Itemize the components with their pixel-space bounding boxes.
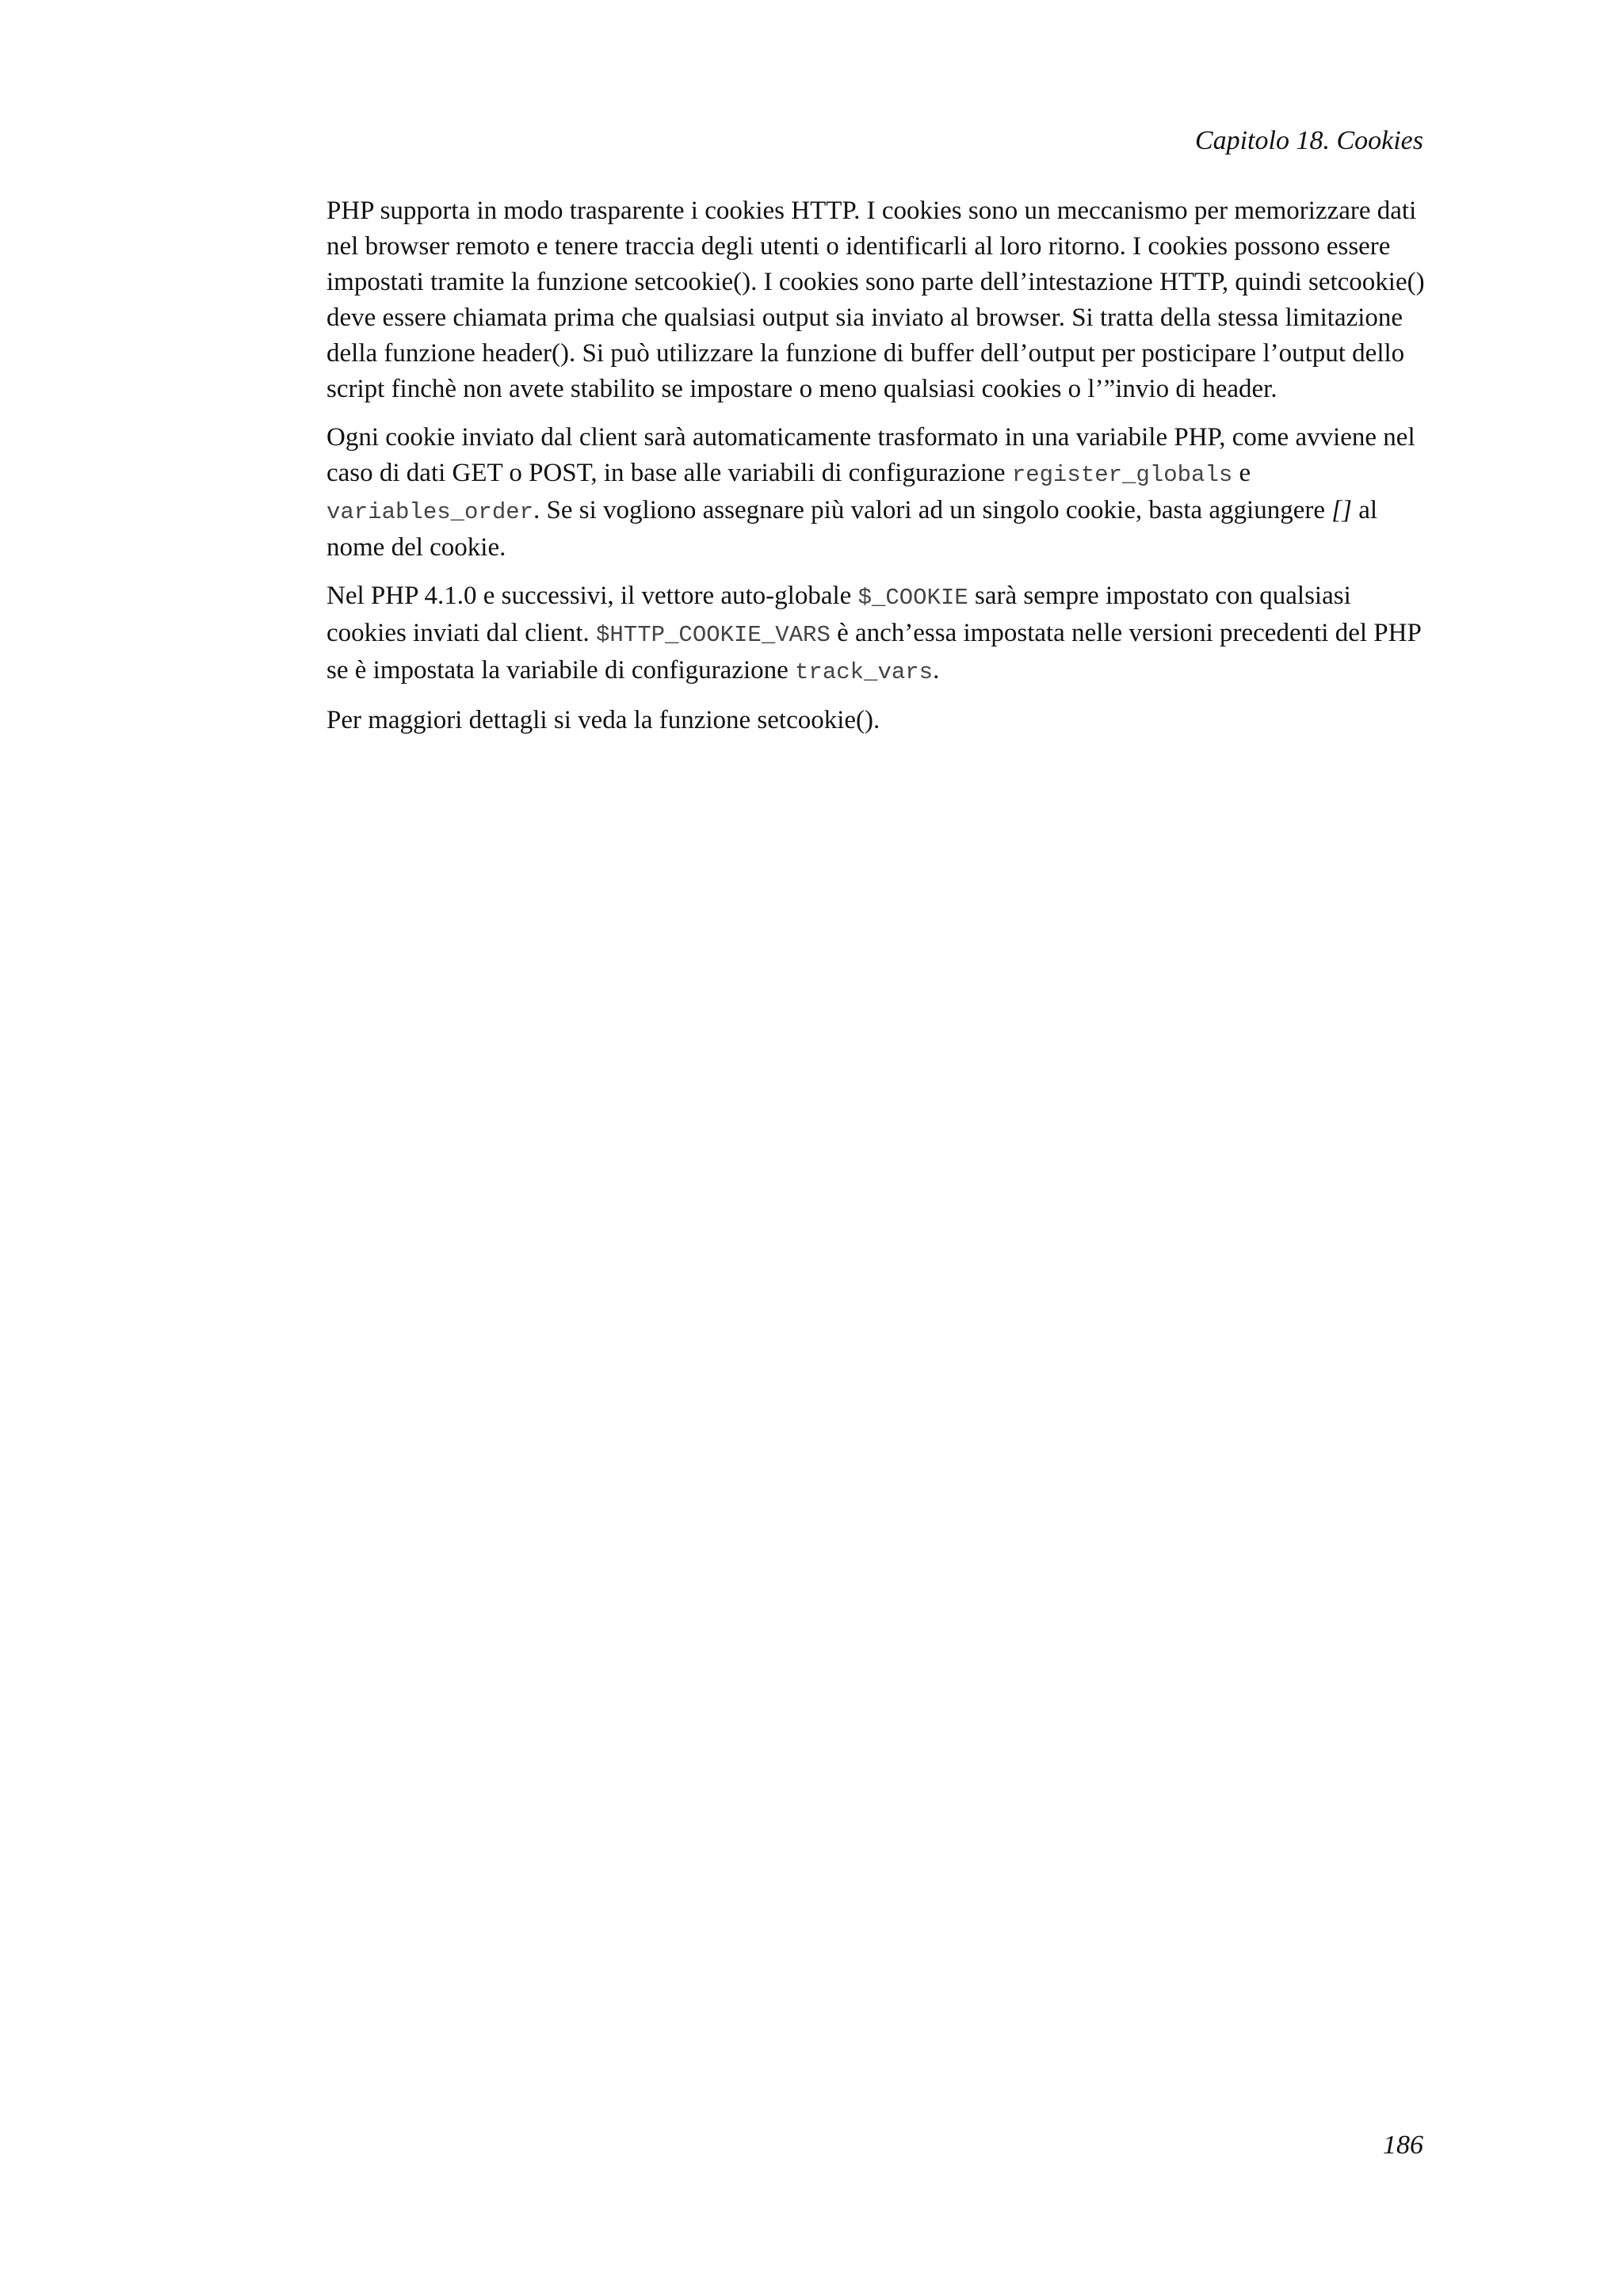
chapter-body: [327, 193, 1430, 751]
paragraph-cookie-variables: [327, 420, 1430, 566]
paragraph-cookie-superglobal: [327, 578, 1430, 690]
code-http-cookie-vars: $HTTP_COOKIE_VARS: [596, 622, 831, 648]
text-run: Nel PHP 4.1.0 e successivi, il vettore auto-globale: [327, 582, 858, 610]
text-run: al nome del cookie.: [327, 496, 1378, 562]
code-variables-order: variables_order: [327, 499, 534, 525]
text-run: è anch’essa impostata nelle versioni precedenti del PHP se è impostata la variabile di configurazione: [327, 619, 1421, 685]
running-header: Capitolo 18. Cookies: [1194, 126, 1423, 155]
text-run: . Se si vogliono assegnare più valori ad un singolo cookie, basta aggiungere: [533, 496, 1332, 524]
page-number: 186: [1383, 2130, 1423, 2160]
code-cookie-superglobal: $_COOKIE: [857, 585, 968, 611]
paragraph-see-also: Per maggiori dettagli si veda la funzione setcookie().: [327, 706, 880, 734]
paragraph-cookies-intro: PHP supporta in modo trasparente i cookies HTTP. I cookies sono un meccanismo per memorizzare dati nel browser remoto e tenere traccia degli utenti o identificarli al loro ritorno. I cookies possono essere impostati tramite la funzione setcookie(). I cookies sono parte dell’intestazione HTTP, quindi setcookie() deve essere chiamata prima che qualsiasi output sia inviato al browser. Si tratta della stessa limitazione della funzione header(). Si può utilizzare la funzione di buffer dell’output per posticipare l’output dello script finchè non avete stabilito se impostare o meno qualsiasi cookies o l’”invio di header.: [327, 196, 1425, 403]
emphasis-brackets: []: [1331, 496, 1352, 524]
text-run: e: [1232, 459, 1251, 487]
code-register-globals: register_globals: [1011, 462, 1233, 488]
code-track-vars: track_vars: [795, 659, 934, 685]
text-run: sarà sempre impostato con qualsiasi cookies inviati dal client.: [327, 582, 1351, 647]
text-run: .: [933, 656, 940, 685]
text-run: Ogni cookie inviato dal client sarà automaticamente trasformato in una variabile PHP, come avviene nel caso di dati GET o POST, in base alle variabili di configurazione: [327, 423, 1415, 487]
